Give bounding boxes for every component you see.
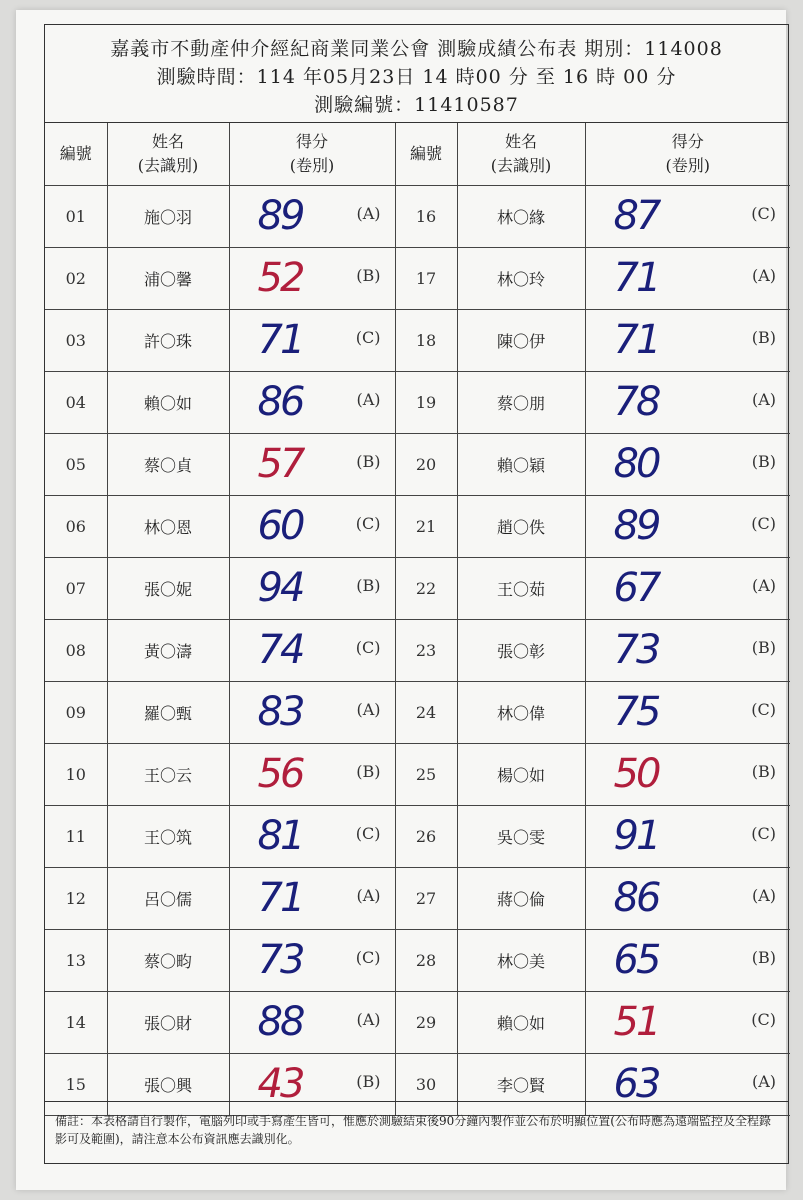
handwritten-score: 71 — [257, 317, 303, 363]
score-cell — [229, 868, 395, 930]
header-score-right: 得分 (卷別) — [585, 123, 790, 186]
score-cell — [229, 744, 395, 806]
examinee-name: 蔡〇貞 — [107, 434, 229, 496]
handwritten-score: 71 — [257, 875, 303, 921]
paper-version: (A) — [751, 390, 776, 409]
score-cell — [229, 310, 395, 372]
score-cell — [229, 372, 395, 434]
handwritten-score: 74 — [257, 627, 303, 673]
score-cell — [585, 434, 790, 496]
paper-version: (B) — [356, 266, 381, 285]
examinee-number: 28 — [395, 930, 457, 992]
examinee-number: 04 — [45, 372, 107, 434]
handwritten-score: 71 — [613, 255, 659, 301]
table-header-row — [45, 123, 790, 186]
score-cell — [229, 620, 395, 682]
examinee-name: 吳〇雯 — [457, 806, 585, 868]
examinee-name: 蔣〇倫 — [457, 868, 585, 930]
header-name-left: 姓名 (去識別) — [107, 123, 229, 186]
score-cell — [229, 682, 395, 744]
examinee-name: 羅〇甄 — [107, 682, 229, 744]
examinee-name: 王〇茹 — [457, 558, 585, 620]
examinee-number: 05 — [45, 434, 107, 496]
examinee-number: 20 — [395, 434, 457, 496]
examinee-name: 張〇財 — [107, 992, 229, 1054]
exam-number: 測驗編號：11410587 — [314, 94, 519, 116]
examinee-name: 王〇云 — [107, 744, 229, 806]
table-row — [45, 372, 790, 434]
header-score-left: 得分 (卷別) — [229, 123, 395, 186]
score-cell — [585, 868, 790, 930]
score-cell — [585, 682, 790, 744]
examinee-name: 賴〇如 — [107, 372, 229, 434]
score-cell — [229, 992, 395, 1054]
handwritten-score: 86 — [257, 379, 303, 425]
examinee-name: 許〇珠 — [107, 310, 229, 372]
handwritten-score: 80 — [613, 441, 659, 487]
examinee-number: 11 — [45, 806, 107, 868]
score-cell — [585, 930, 790, 992]
examinee-name: 張〇興 — [107, 1054, 229, 1116]
score-cell — [229, 186, 395, 248]
paper-version: (B) — [751, 452, 776, 471]
examinee-number: 16 — [395, 186, 457, 248]
examinee-name: 呂〇儒 — [107, 868, 229, 930]
paper-version: (B) — [356, 1072, 381, 1091]
score-table — [45, 123, 790, 1116]
handwritten-score: 63 — [613, 1061, 659, 1107]
paper-version: (A) — [356, 204, 381, 223]
header-name-right: 姓名 (去識別) — [457, 123, 585, 186]
handwritten-score: 89 — [613, 503, 659, 549]
examinee-name: 賴〇穎 — [457, 434, 585, 496]
header-no-right: 編號 — [395, 123, 457, 186]
handwritten-score: 83 — [257, 689, 303, 735]
paper-sheet — [16, 10, 786, 1190]
handwritten-score: 60 — [257, 503, 303, 549]
paper-version: (C) — [751, 1010, 776, 1029]
handwritten-score: 71 — [613, 317, 659, 363]
handwritten-score: 65 — [613, 937, 659, 983]
examinee-number: 26 — [395, 806, 457, 868]
score-cell — [585, 558, 790, 620]
score-cell — [585, 496, 790, 558]
table-row — [45, 744, 790, 806]
examinee-name: 賴〇如 — [457, 992, 585, 1054]
examinee-name: 王〇筑 — [107, 806, 229, 868]
table-row — [45, 558, 790, 620]
handwritten-score: 89 — [257, 193, 303, 239]
examinee-number: 30 — [395, 1054, 457, 1116]
paper-version: (B) — [356, 762, 381, 781]
paper-version: (A) — [751, 576, 776, 595]
exam-time: 測驗時間：114 年05月23日 14 時00 分 至 16 時 00 分 — [156, 66, 677, 88]
examinee-number: 17 — [395, 248, 457, 310]
examinee-name: 施〇羽 — [107, 186, 229, 248]
examinee-name: 林〇恩 — [107, 496, 229, 558]
score-cell — [585, 620, 790, 682]
handwritten-score: 67 — [613, 565, 659, 611]
score-cell — [585, 310, 790, 372]
examinee-name: 趙〇佚 — [457, 496, 585, 558]
handwritten-score: 52 — [257, 255, 303, 301]
examinee-name: 林〇偉 — [457, 682, 585, 744]
examinee-number: 09 — [45, 682, 107, 744]
examinee-number: 22 — [395, 558, 457, 620]
paper-version: (C) — [355, 514, 381, 533]
header-no-left: 編號 — [45, 123, 107, 186]
paper-version: (C) — [355, 824, 381, 843]
score-cell — [229, 248, 395, 310]
handwritten-score: 88 — [257, 999, 303, 1045]
score-cell — [229, 558, 395, 620]
examinee-number: 29 — [395, 992, 457, 1054]
handwritten-score: 50 — [613, 751, 659, 797]
examinee-number: 14 — [45, 992, 107, 1054]
score-cell — [585, 372, 790, 434]
score-announcement-form — [44, 24, 789, 1164]
examinee-number: 19 — [395, 372, 457, 434]
handwritten-score: 73 — [257, 937, 303, 983]
table-row — [45, 930, 790, 992]
examinee-name: 浦〇馨 — [107, 248, 229, 310]
handwritten-score: 73 — [613, 627, 659, 673]
paper-version: (A) — [751, 886, 776, 905]
examinee-name: 陳〇伊 — [457, 310, 585, 372]
examinee-number: 06 — [45, 496, 107, 558]
paper-version: (A) — [356, 390, 381, 409]
score-cell — [585, 806, 790, 868]
paper-version: (C) — [355, 948, 381, 967]
paper-version: (A) — [356, 700, 381, 719]
handwritten-score: 94 — [257, 565, 303, 611]
table-row — [45, 496, 790, 558]
examinee-number: 02 — [45, 248, 107, 310]
paper-version: (C) — [355, 328, 381, 347]
score-table-body — [45, 186, 790, 1116]
paper-version: (C) — [751, 204, 776, 223]
paper-version: (A) — [751, 266, 776, 285]
paper-version: (B) — [751, 638, 776, 657]
examinee-name: 林〇緣 — [457, 186, 585, 248]
handwritten-score: 81 — [257, 813, 303, 859]
score-cell — [585, 186, 790, 248]
score-cell — [229, 930, 395, 992]
table-row — [45, 186, 790, 248]
table-row — [45, 248, 790, 310]
paper-version: (B) — [751, 948, 776, 967]
examinee-name: 蔡〇朋 — [457, 372, 585, 434]
score-cell — [229, 806, 395, 868]
score-cell — [585, 744, 790, 806]
handwritten-score: 87 — [613, 193, 659, 239]
paper-version: (A) — [751, 1072, 776, 1091]
table-row — [45, 310, 790, 372]
handwritten-score: 78 — [613, 379, 659, 425]
score-cell — [585, 248, 790, 310]
examinee-name: 林〇玲 — [457, 248, 585, 310]
examinee-name: 蔡〇畇 — [107, 930, 229, 992]
paper-version: (B) — [356, 452, 381, 471]
examinee-number: 13 — [45, 930, 107, 992]
paper-version: (C) — [751, 824, 776, 843]
table-row — [45, 806, 790, 868]
examinee-number: 18 — [395, 310, 457, 372]
examinee-number: 07 — [45, 558, 107, 620]
paper-version: (C) — [751, 700, 776, 719]
handwritten-score: 57 — [257, 441, 303, 487]
table-row — [45, 868, 790, 930]
form-title: 嘉義市不動產仲介經紀商業同業公會 測驗成績公布表 期別：114008 — [110, 38, 723, 60]
paper-version: (A) — [356, 886, 381, 905]
examinee-name: 李〇賢 — [457, 1054, 585, 1116]
examinee-number: 15 — [45, 1054, 107, 1116]
handwritten-score: 51 — [613, 999, 659, 1045]
score-cell — [229, 434, 395, 496]
paper-version: (A) — [356, 1010, 381, 1029]
paper-version: (C) — [751, 514, 776, 533]
examinee-name: 張〇妮 — [107, 558, 229, 620]
handwritten-score: 75 — [613, 689, 659, 735]
examinee-number: 27 — [395, 868, 457, 930]
examinee-number: 25 — [395, 744, 457, 806]
examinee-number: 21 — [395, 496, 457, 558]
examinee-name: 楊〇如 — [457, 744, 585, 806]
examinee-number: 03 — [45, 310, 107, 372]
examinee-number: 24 — [395, 682, 457, 744]
table-row — [45, 434, 790, 496]
examinee-name: 張〇彰 — [457, 620, 585, 682]
table-row — [45, 620, 790, 682]
footnote: 備註：本表格請自行製作，電腦列印或手寫產生皆可，惟應於測驗結束後90分鐘內製作並公布於明顯位置(公布時應為遠端監控及全程錄影可及範圍)，請注意本公布資訊應去識別化。 — [45, 1101, 788, 1163]
paper-version: (B) — [356, 576, 381, 595]
paper-version: (B) — [751, 762, 776, 781]
examinee-name: 林〇美 — [457, 930, 585, 992]
score-cell — [585, 992, 790, 1054]
examinee-number: 10 — [45, 744, 107, 806]
table-row — [45, 682, 790, 744]
examinee-number: 01 — [45, 186, 107, 248]
handwritten-score: 56 — [257, 751, 303, 797]
paper-version: (C) — [355, 638, 381, 657]
table-row — [45, 992, 790, 1054]
examinee-number: 23 — [395, 620, 457, 682]
handwritten-score: 43 — [257, 1061, 303, 1107]
form-header — [45, 25, 788, 123]
handwritten-score: 91 — [613, 813, 659, 859]
paper-version: (B) — [751, 328, 776, 347]
examinee-number: 08 — [45, 620, 107, 682]
handwritten-score: 86 — [613, 875, 659, 921]
examinee-name: 黃〇濤 — [107, 620, 229, 682]
examinee-number: 12 — [45, 868, 107, 930]
score-cell — [229, 496, 395, 558]
